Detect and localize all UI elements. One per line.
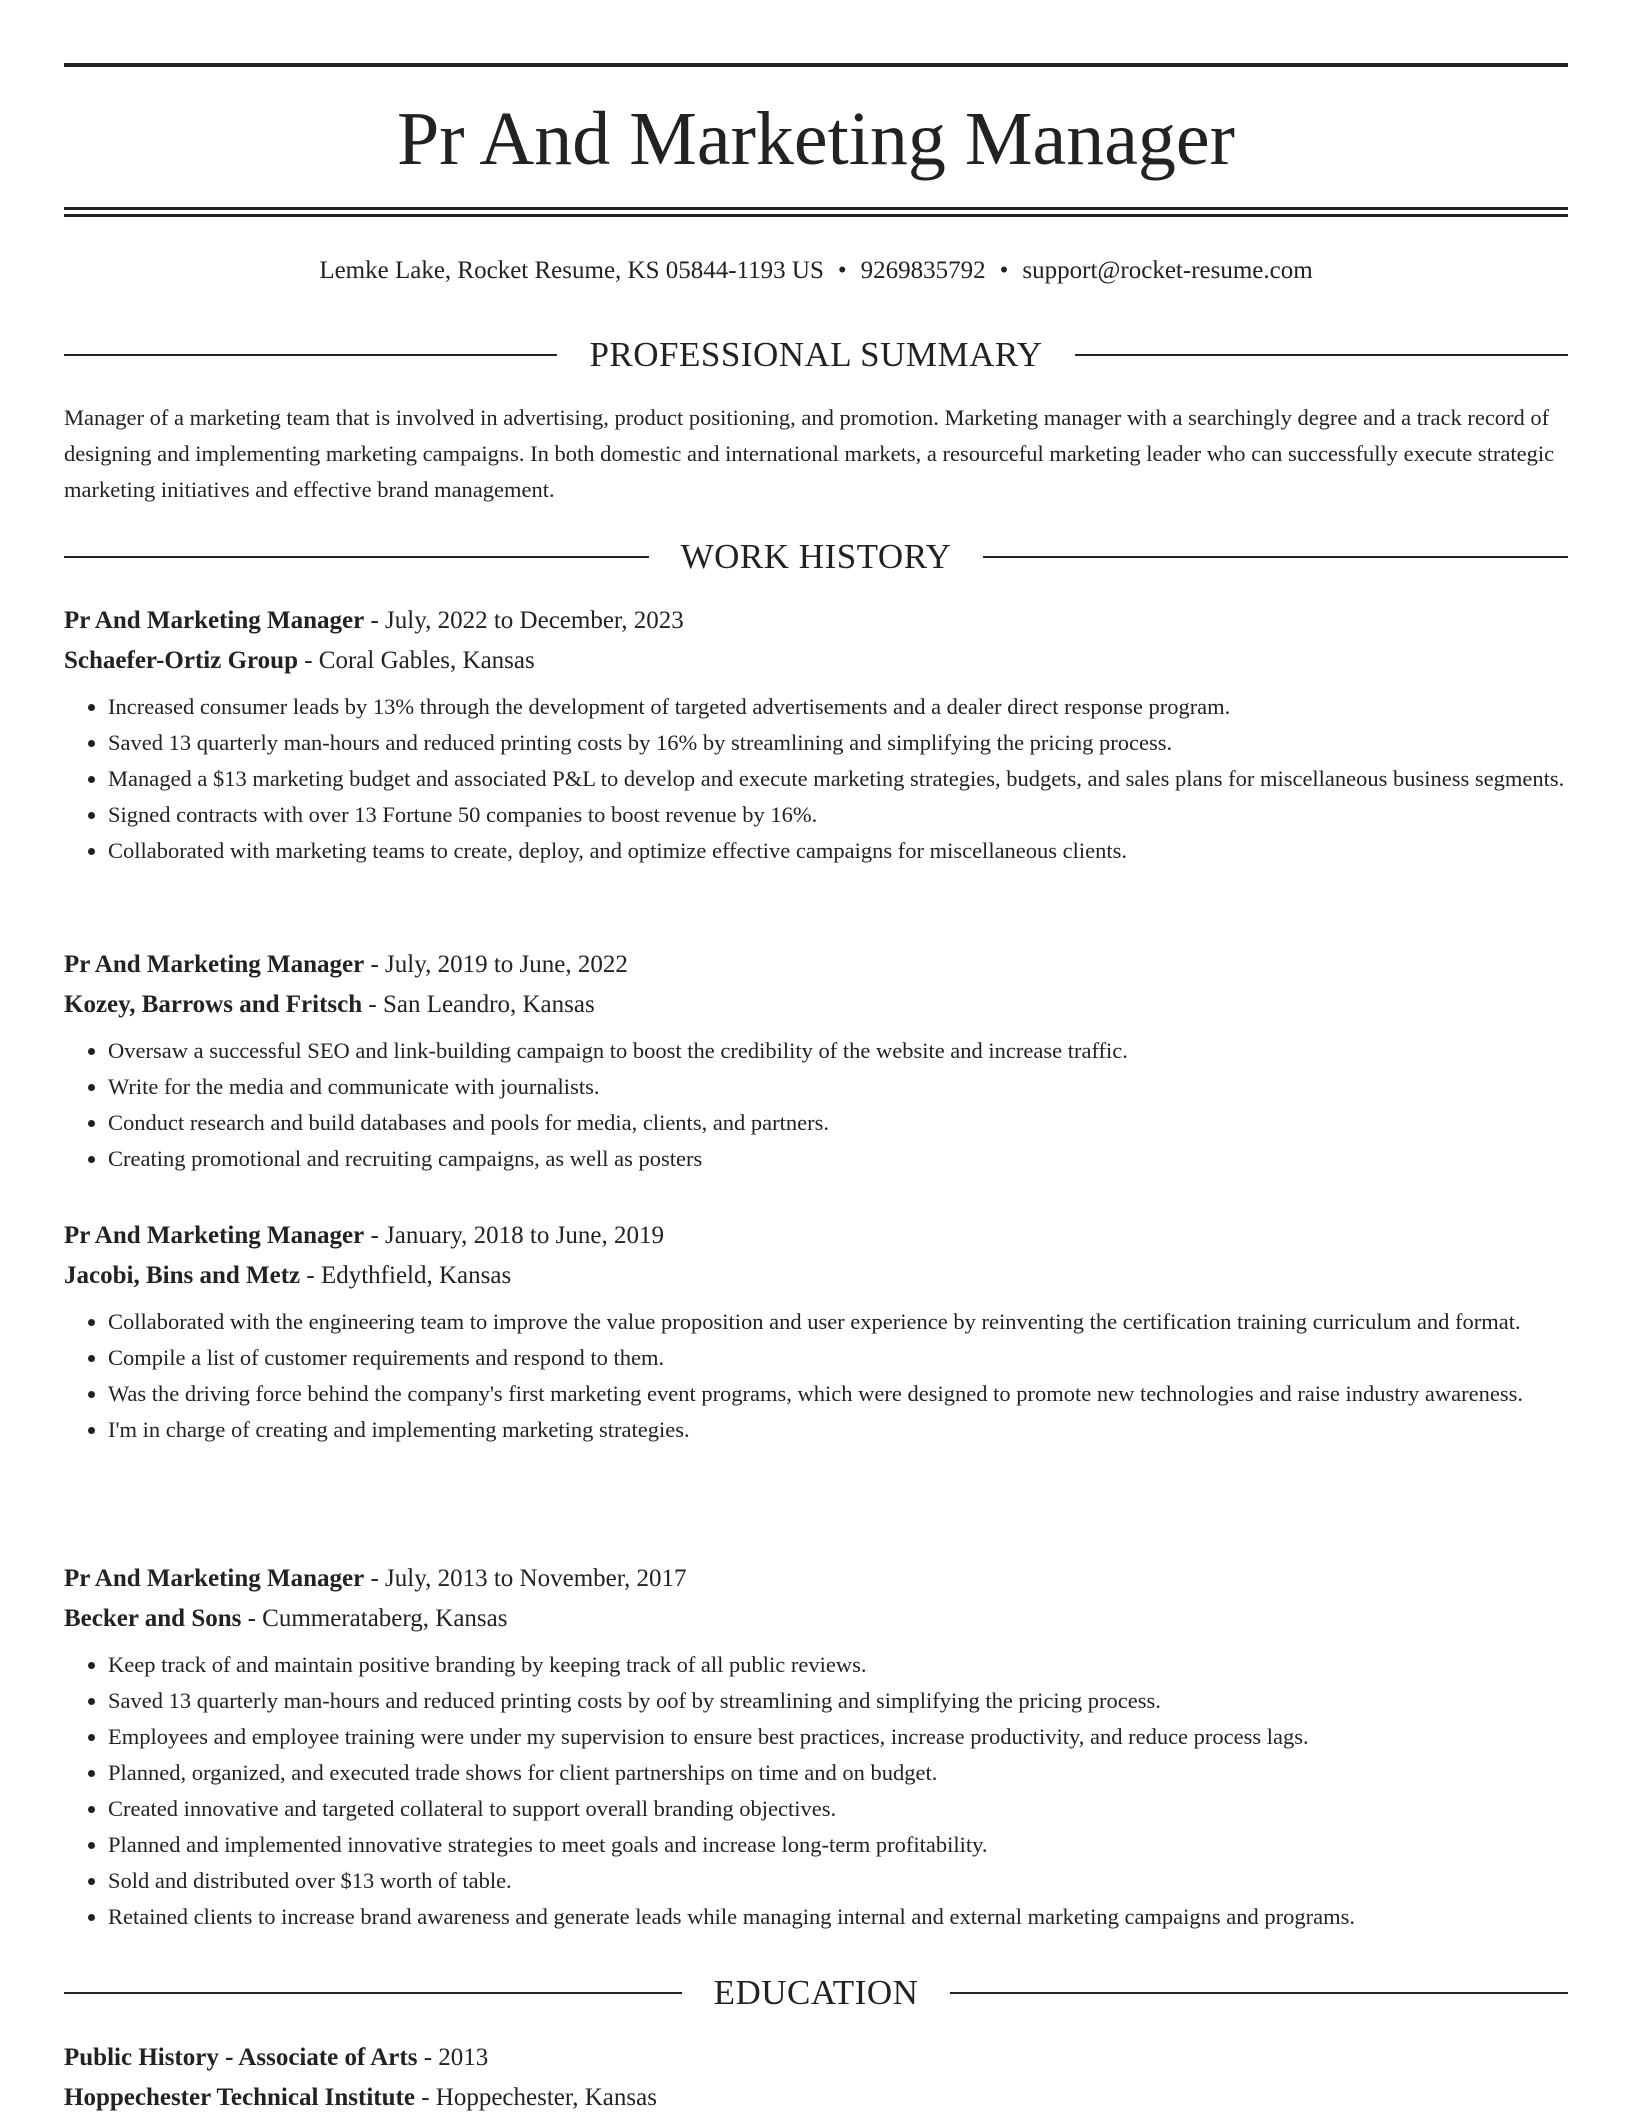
job-title-line: [64, 1216, 1568, 1256]
job-title-line: [64, 601, 1568, 641]
job-bullets: [64, 1647, 1568, 1935]
job-bullet: • Created innovative and targeted collateral to support overall branding objectives.: [108, 1791, 1568, 1827]
job-bullet: • Retained clients to increase brand awareness and generate leads while managing internal and external marketing campaigns and programs.: [108, 1899, 1568, 1935]
education-school-line: [64, 2078, 1568, 2118]
job-bullet: • Saved 13 quarterly man-hours and reduced printing costs by 16% by streamlining and simplifying the pricing process.: [108, 725, 1568, 761]
job-company: Becker and Sons: [64, 1605, 242, 1632]
job-title: Pr And Marketing Manager: [64, 1565, 365, 1592]
heading-rule: [983, 556, 1568, 558]
job-title: Pr And Marketing Manager: [64, 607, 365, 634]
job-bullet: • Keep track of and maintain positive branding by keeping track of all public reviews.: [108, 1647, 1568, 1683]
heading-rule: [950, 1992, 1568, 1994]
job-bullets: [64, 689, 1568, 869]
job-entry: [64, 1216, 1568, 1448]
contact-address: Lemke Lake, Rocket Resume, KS 05844-1193 US: [319, 257, 824, 284]
job-title-line: [64, 1559, 1568, 1599]
job-bullets: [64, 1304, 1568, 1448]
job-bullet: • Write for the media and communicate with journalists.: [108, 1069, 1568, 1105]
job-bullet: • Oversaw a successful SEO and link-building campaign to boost the credibility of the website and increase traffic.: [108, 1033, 1568, 1069]
section-heading-education: [64, 1973, 1568, 2013]
job-bullet: • Managed a $13 marketing budget and associated P&L to develop and execute marketing strategies, budgets, and sales plans for miscellaneous business segments.: [108, 761, 1568, 797]
job-bullets: [64, 1033, 1568, 1177]
section-title: WORK HISTORY: [680, 537, 952, 576]
job-company: Schaefer-Ortiz Group: [64, 647, 298, 674]
header-double-divider: [64, 207, 1568, 217]
job-bullet: • Employees and employee training were under my supervision to ensure best practices, increase productivity, and reduce process lags.: [108, 1719, 1568, 1755]
job-bullet: • Planned and implemented innovative strategies to meet goals and increase long-term profitability.: [108, 1827, 1568, 1863]
job-dates: - July, 2019 to June, 2022: [364, 951, 628, 978]
job-entry: [64, 601, 1568, 869]
job-bullet: • Conduct research and build databases and pools for media, clients, and partners.: [108, 1105, 1568, 1141]
job-entry: [64, 1559, 1568, 1935]
job-title-line: [64, 945, 1568, 985]
job-dates: - July, 2022 to December, 2023: [364, 607, 684, 634]
job-location: - Edythfield, Kansas: [300, 1262, 512, 1289]
job-entry: [64, 945, 1568, 1177]
job-bullet: • Creating promotional and recruiting campaigns, as well as posters: [108, 1141, 1568, 1177]
job-bullet: • Saved 13 quarterly man-hours and reduced printing costs by oof by streamlining and simplifying the pricing process.: [108, 1683, 1568, 1719]
top-divider: [64, 63, 1568, 67]
resume-name: Pr And Marketing Manager: [397, 97, 1235, 181]
job-company: Kozey, Barrows and Fritsch: [64, 991, 363, 1018]
contact-info: [64, 254, 1568, 288]
job-location: - Cummerataberg, Kansas: [241, 1605, 508, 1632]
job-company-line: [64, 985, 1568, 1025]
heading-rule: [64, 1992, 682, 1994]
job-location: - Coral Gables, Kansas: [297, 647, 535, 674]
education-entry: [64, 2038, 1568, 2118]
contact-separator: •: [837, 257, 847, 284]
job-bullet: • I'm in charge of creating and implementing marketing strategies.: [108, 1412, 1568, 1448]
job-dates: - January, 2018 to June, 2019: [364, 1222, 664, 1249]
section-heading-work-history: [64, 537, 1568, 577]
job-bullet: • Collaborated with the engineering team to improve the value proposition and user experience by reinventing the certification training curriculum and format.: [108, 1304, 1568, 1340]
education-school: Hoppechester Technical Institute: [64, 2084, 415, 2111]
job-bullet: • Was the driving force behind the company's first marketing event programs, which were designed to promote new technologies and raise industry awareness.: [108, 1376, 1568, 1412]
job-location: - San Leandro, Kansas: [362, 991, 595, 1018]
job-company: Jacobi, Bins and Metz: [64, 1262, 301, 1289]
job-company-line: [64, 641, 1568, 681]
job-bullet: • Signed contracts with over 13 Fortune 50 companies to boost revenue by 16%.: [108, 797, 1568, 833]
summary-text: Manager of a marketing team that is involved in advertising, product positioning, and promotion. Marketing manager with a searchingly degree and a track record of designing and implementing marketing campaigns. In both domestic and international markets, a resourceful marketing leader who can successfully execute strategic marketing initiatives and effective brand management.: [64, 405, 1555, 502]
job-dates: - July, 2013 to November, 2017: [364, 1565, 687, 1592]
job-company-line: [64, 1256, 1568, 1296]
job-title: Pr And Marketing Manager: [64, 1222, 365, 1249]
job-company-line: [64, 1599, 1568, 1639]
job-bullet: • Sold and distributed over $13 worth of table.: [108, 1863, 1568, 1899]
section-heading-summary: [64, 335, 1568, 375]
job-bullet: • Planned, organized, and executed trade shows for client partnerships on time and on budget.: [108, 1755, 1568, 1791]
contact-phone: 9269835792: [860, 257, 986, 284]
section-title: PROFESSIONAL SUMMARY: [589, 335, 1043, 374]
heading-rule: [1075, 354, 1568, 356]
education-degree-line: [64, 2038, 1568, 2078]
job-bullet: • Collaborated with marketing teams to create, deploy, and optimize effective campaigns for miscellaneous clients.: [108, 833, 1568, 869]
heading-rule: [64, 354, 557, 356]
education-year: - 2013: [417, 2044, 489, 2071]
job-title: Pr And Marketing Manager: [64, 951, 365, 978]
section-title: EDUCATION: [713, 1973, 919, 2012]
contact-email[interactable]: support@rocket-resume.com: [1022, 257, 1313, 284]
job-bullet: • Compile a list of customer requirements and respond to them.: [108, 1340, 1568, 1376]
heading-rule: [64, 556, 649, 558]
job-bullet: • Increased consumer leads by 13% through the development of targeted advertisements and a dealer direct response program.: [108, 689, 1568, 725]
education-degree: Public History - Associate of Arts: [64, 2044, 418, 2071]
contact-separator: •: [999, 257, 1009, 284]
education-location: - Hoppechester, Kansas: [414, 2084, 657, 2111]
